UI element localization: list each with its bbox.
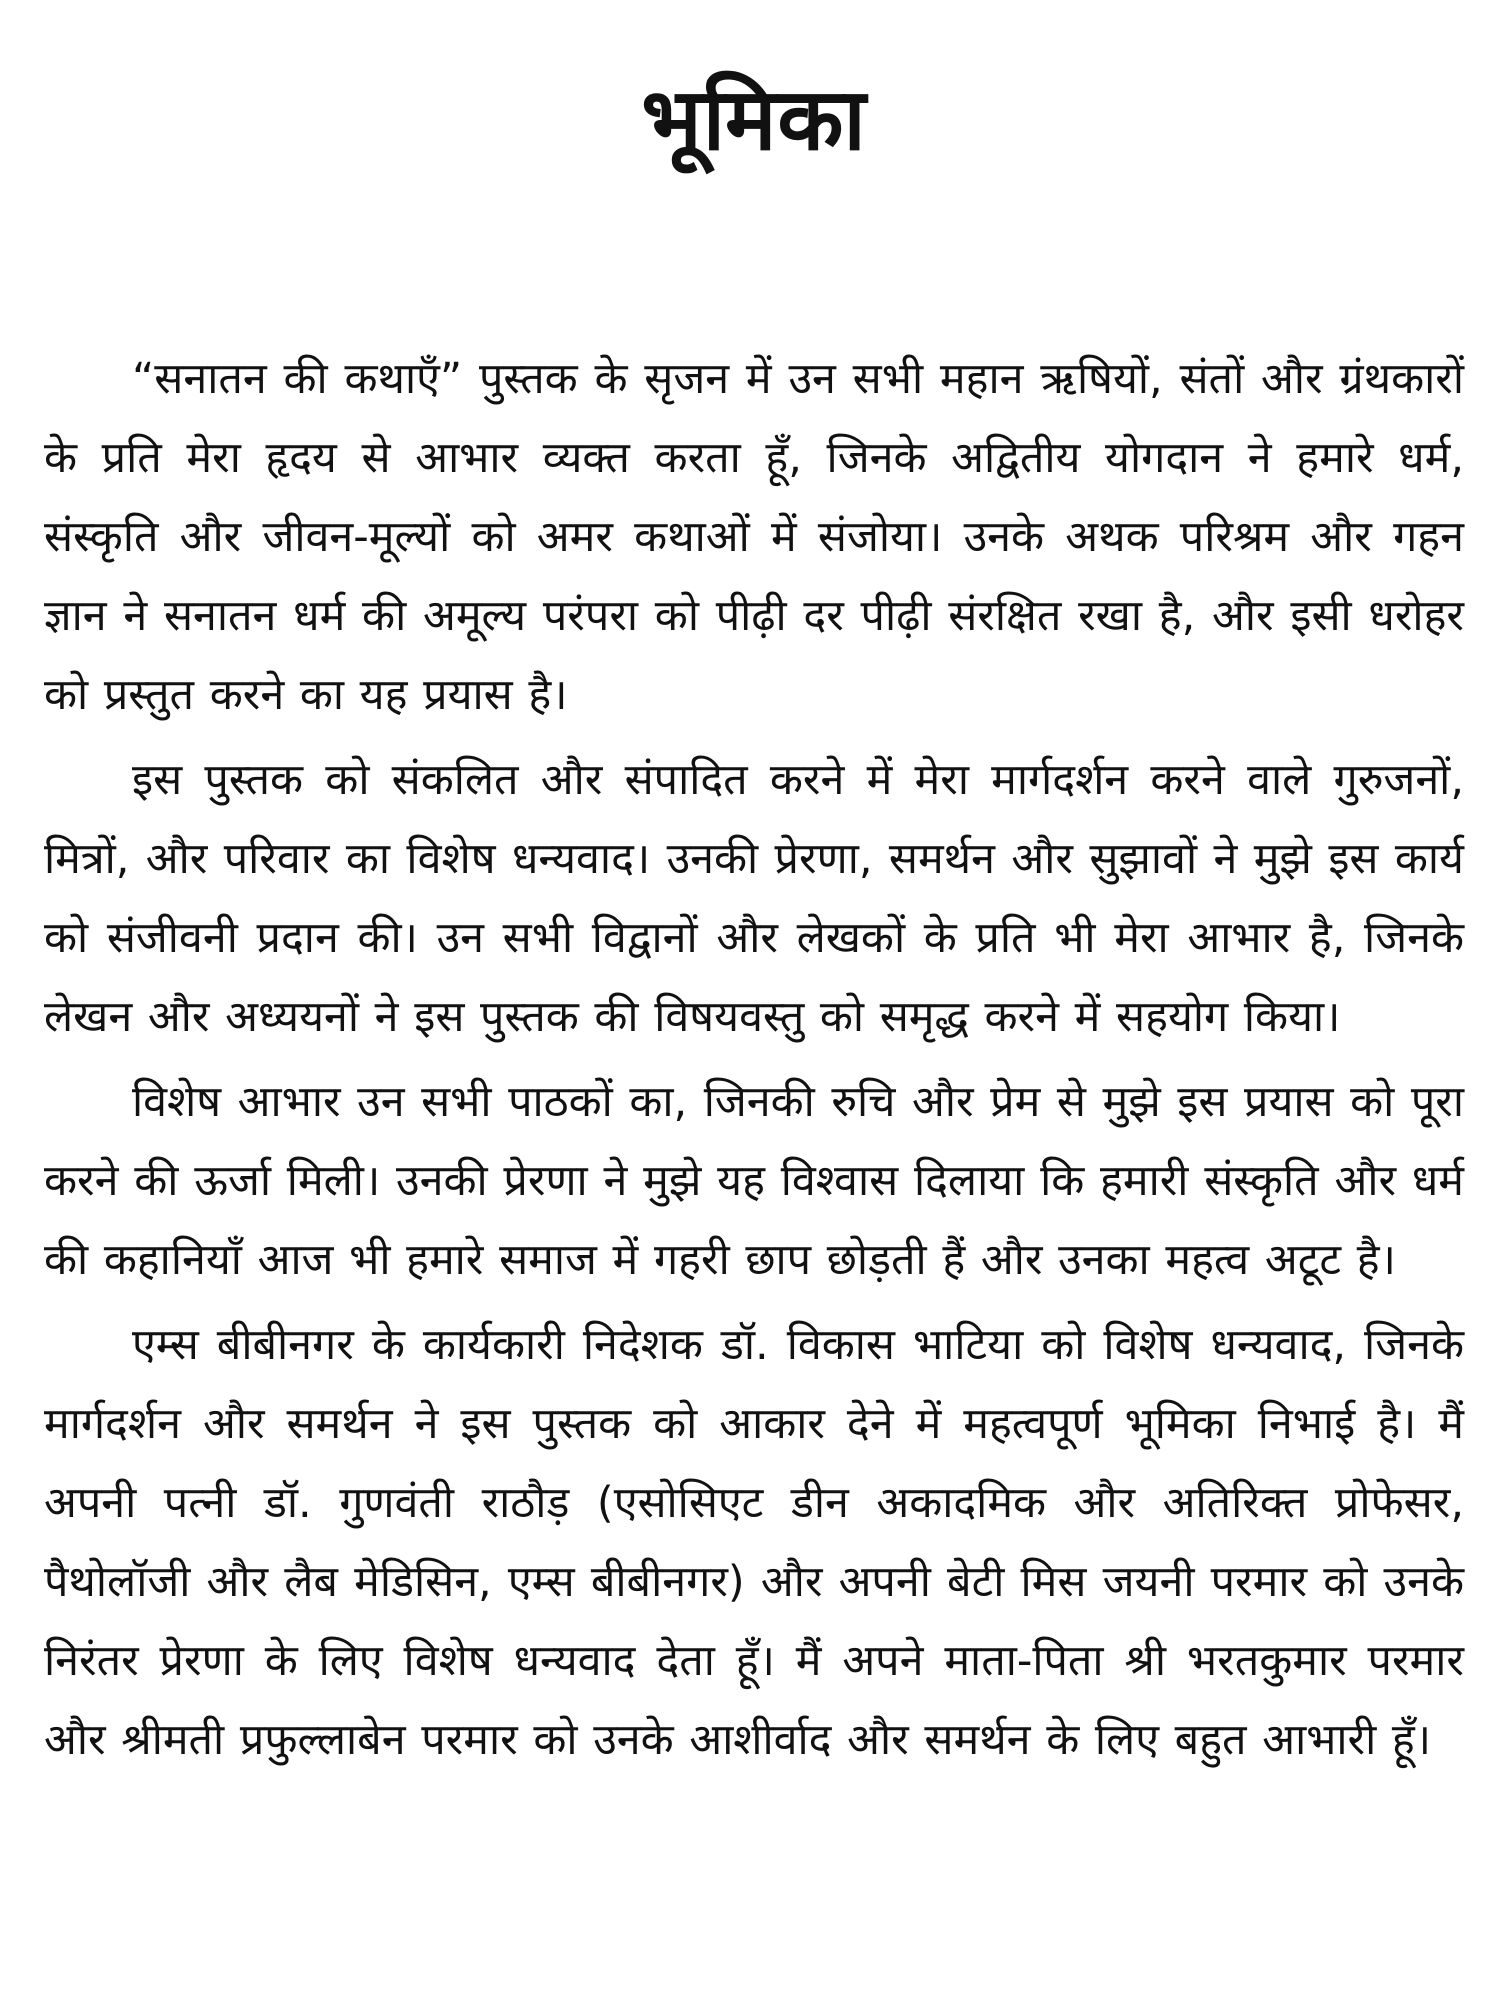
paragraph-3: विशेष आभार उन सभी पाठकों का, जिनकी रुचि और प्रेम से मुझे इस प्रयास को पूरा करने की ऊर्जा मिली। उनकी प्रेरणा ने मुझे यह विश्वास दिलाया कि हमारी संस्कृति और धर्म की कहानियाँ आज भी हमारे समाज में गहरी छाप छोड़ती हैं और उनका महत्व अटूट है। bbox=[44, 1077, 1464, 1285]
page-title: भूमिका bbox=[641, 70, 867, 170]
paragraph-2: इस पुस्तक को संकलित और संपादित करने में मेरा मार्गदर्शन करने वाले गुरुजनों, मित्रों, और परिवार का विशेष धन्यवाद। उनकी प्रेरणा, समर्थन और सुझावों ने मुझे इस कार्य को संजीवनी प्रदान की। उन सभी विद्वानों और लेखकों के प्रति भी मेरा आभार है, जिनके लेखन और अध्ययनों ने इस पुस्तक की विषयवस्तु को समृद्ध करने में सहयोग किया। bbox=[44, 755, 1464, 1042]
paragraph-4: एम्स बीबीनगर के कार्यकारी निदेशक डॉ. विकास भाटिया को विशेष धन्यवाद, जिनके मार्गदर्शन और समर्थन ने इस पुस्तक को आकार देने में महत्वपूर्ण भूमिका निभाई है। मैं अपनी पत्नी डॉ. गुणवंती राठौड़ (एसोसिएट डीन अकादमिक और अतिरिक्त प्रोफेसर, पैथोलॉजी और लैब मेडिसिन, एम्स बीबीनगर) और अपनी बेटी मिस जयनी परमार को उनके निरंतर प्रेरणा के लिए विशेष धन्यवाद देता हूँ। मैं अपने माता-पिता श्री भरतकुमार परमार और श्रीमती प्रफुल्लाबेन परमार को उनके आशीर्वाद और समर्थन के लिए बहुत आभारी हूँ। bbox=[44, 1320, 1464, 1765]
paragraph-1: “सनातन की कथाएँ” पुस्तक के सृजन में उन सभी महान ऋषियों, संतों और ग्रंथकारों के प्रति मेरा हृदय से आभार व्यक्त करता हूँ, जिनके अद्वितीय योगदान ने हमारे धर्म, संस्कृति और जीवन-मूल्यों को अमर कथाओं में संजोया। उनके अथक परिश्रम और गहन ज्ञान ने सनातन धर्म की अमूल्य परंपरा को पीढ़ी दर पीढ़ी संरक्षित रखा है, और इसी धरोहर को प्रस्तुत करने का यह प्रयास है। bbox=[44, 354, 1464, 720]
